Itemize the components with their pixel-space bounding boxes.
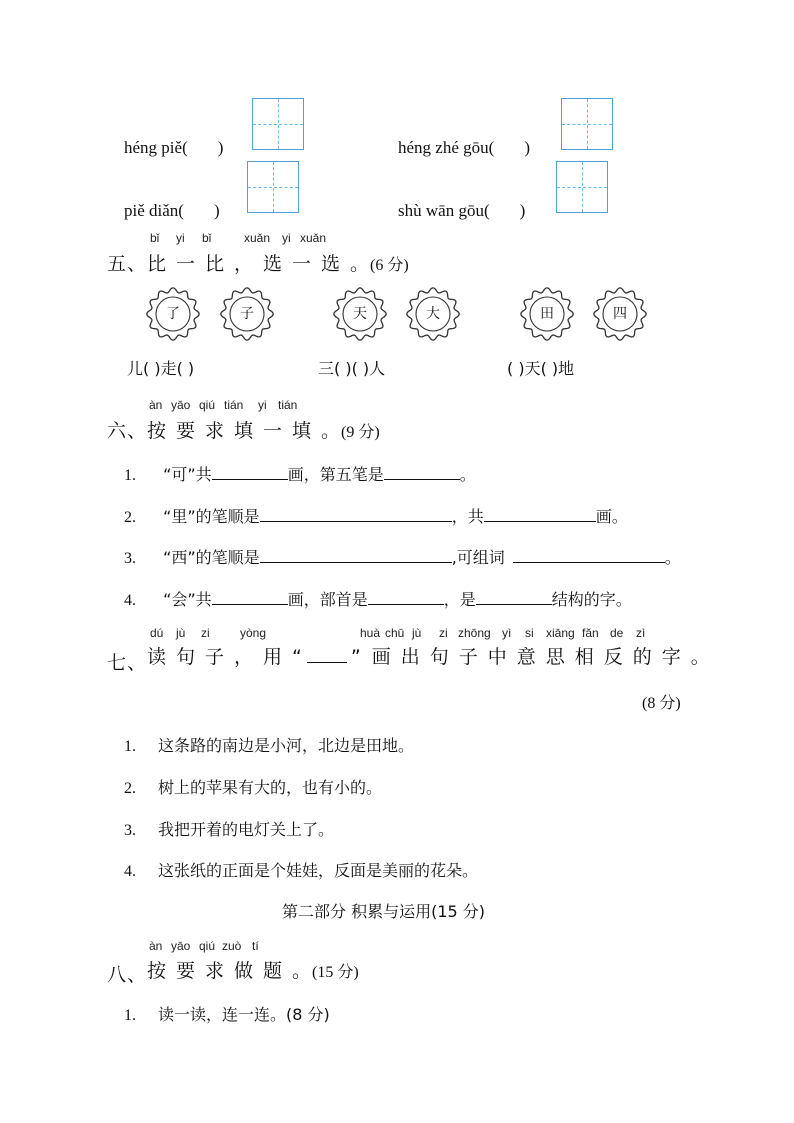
writing-grid-4 — [556, 161, 608, 213]
writing-grid-1 — [252, 98, 304, 150]
sec8-item-1: 1. 读一读，连一连。(8 分) — [124, 1005, 330, 1024]
fill-group-2: 三( )( )人 — [318, 359, 386, 378]
sec6-item-4: 4. “会”共 画，部首是 ，是 结构的字。 — [124, 590, 632, 609]
flower-char-2: 子 — [220, 287, 274, 341]
stroke-heng-pie: héng piě( ) — [124, 138, 224, 157]
answer-blank[interactable] — [212, 588, 288, 605]
flower-char-5: 田 — [520, 287, 574, 341]
answer-blank[interactable] — [476, 588, 552, 605]
answer-blank[interactable] — [384, 463, 460, 480]
sec7-item-4: 4. 这张纸的正面是个娃娃，反面是美丽的花朵。 — [124, 861, 479, 880]
flower-char-3: 天 — [333, 287, 387, 341]
sec6-item-1: 1. “可”共 画，第五笔是 。 — [124, 465, 476, 484]
stroke-pie-dian: piě diǎn( ) — [124, 201, 220, 220]
underline-sample — [307, 650, 347, 663]
sec6-item-2: 2. “里”的笔顺是 ，共 画。 — [124, 507, 628, 526]
flower-char-1: 了 — [146, 287, 200, 341]
flower-char-6: 四 — [593, 287, 647, 341]
stroke-heng-zhe-gou: héng zhé gōu( ) — [398, 138, 530, 157]
flower-char-4: 大 — [406, 287, 460, 341]
answer-blank[interactable] — [513, 546, 665, 563]
section-5-heading: 五、比一比，选一选。(6 分) — [107, 253, 409, 275]
sec7-item-1: 1. 这条路的南边是小河，北边是田地。 — [124, 736, 415, 755]
writing-grid-3 — [247, 161, 299, 213]
answer-blank[interactable] — [484, 505, 596, 522]
section-7-score: (8 分) — [642, 695, 681, 712]
answer-blank[interactable] — [212, 463, 288, 480]
sec7-item-2: 2. 树上的苹果有大的，也有小的。 — [124, 778, 383, 797]
answer-blank[interactable] — [368, 588, 444, 605]
writing-grid-2 — [561, 98, 613, 150]
answer-blank[interactable] — [260, 546, 452, 563]
stroke-shu-wan-gou: shù wān gōu( ) — [398, 201, 526, 220]
part-2-title: 第二部分 积累与运用(15 分) — [282, 902, 486, 921]
sec6-item-3: 3. “西”的笔顺是 ,可组词 。 — [124, 548, 681, 567]
section-7-heading: 七、读句子，用“ ” 画出句子中意思相反的字。 — [107, 646, 711, 674]
answer-blank[interactable] — [260, 505, 452, 522]
section-8-heading: 八、按要求做题。(15 分) — [107, 960, 359, 986]
section-6-heading: 六、按要求填一填。(9 分) — [107, 420, 380, 442]
sec7-item-3: 3. 我把开着的电灯关上了。 — [124, 820, 335, 839]
fill-group-1: 儿( )走( ) — [127, 359, 195, 378]
fill-group-3: ( )天( )地 — [507, 359, 575, 378]
